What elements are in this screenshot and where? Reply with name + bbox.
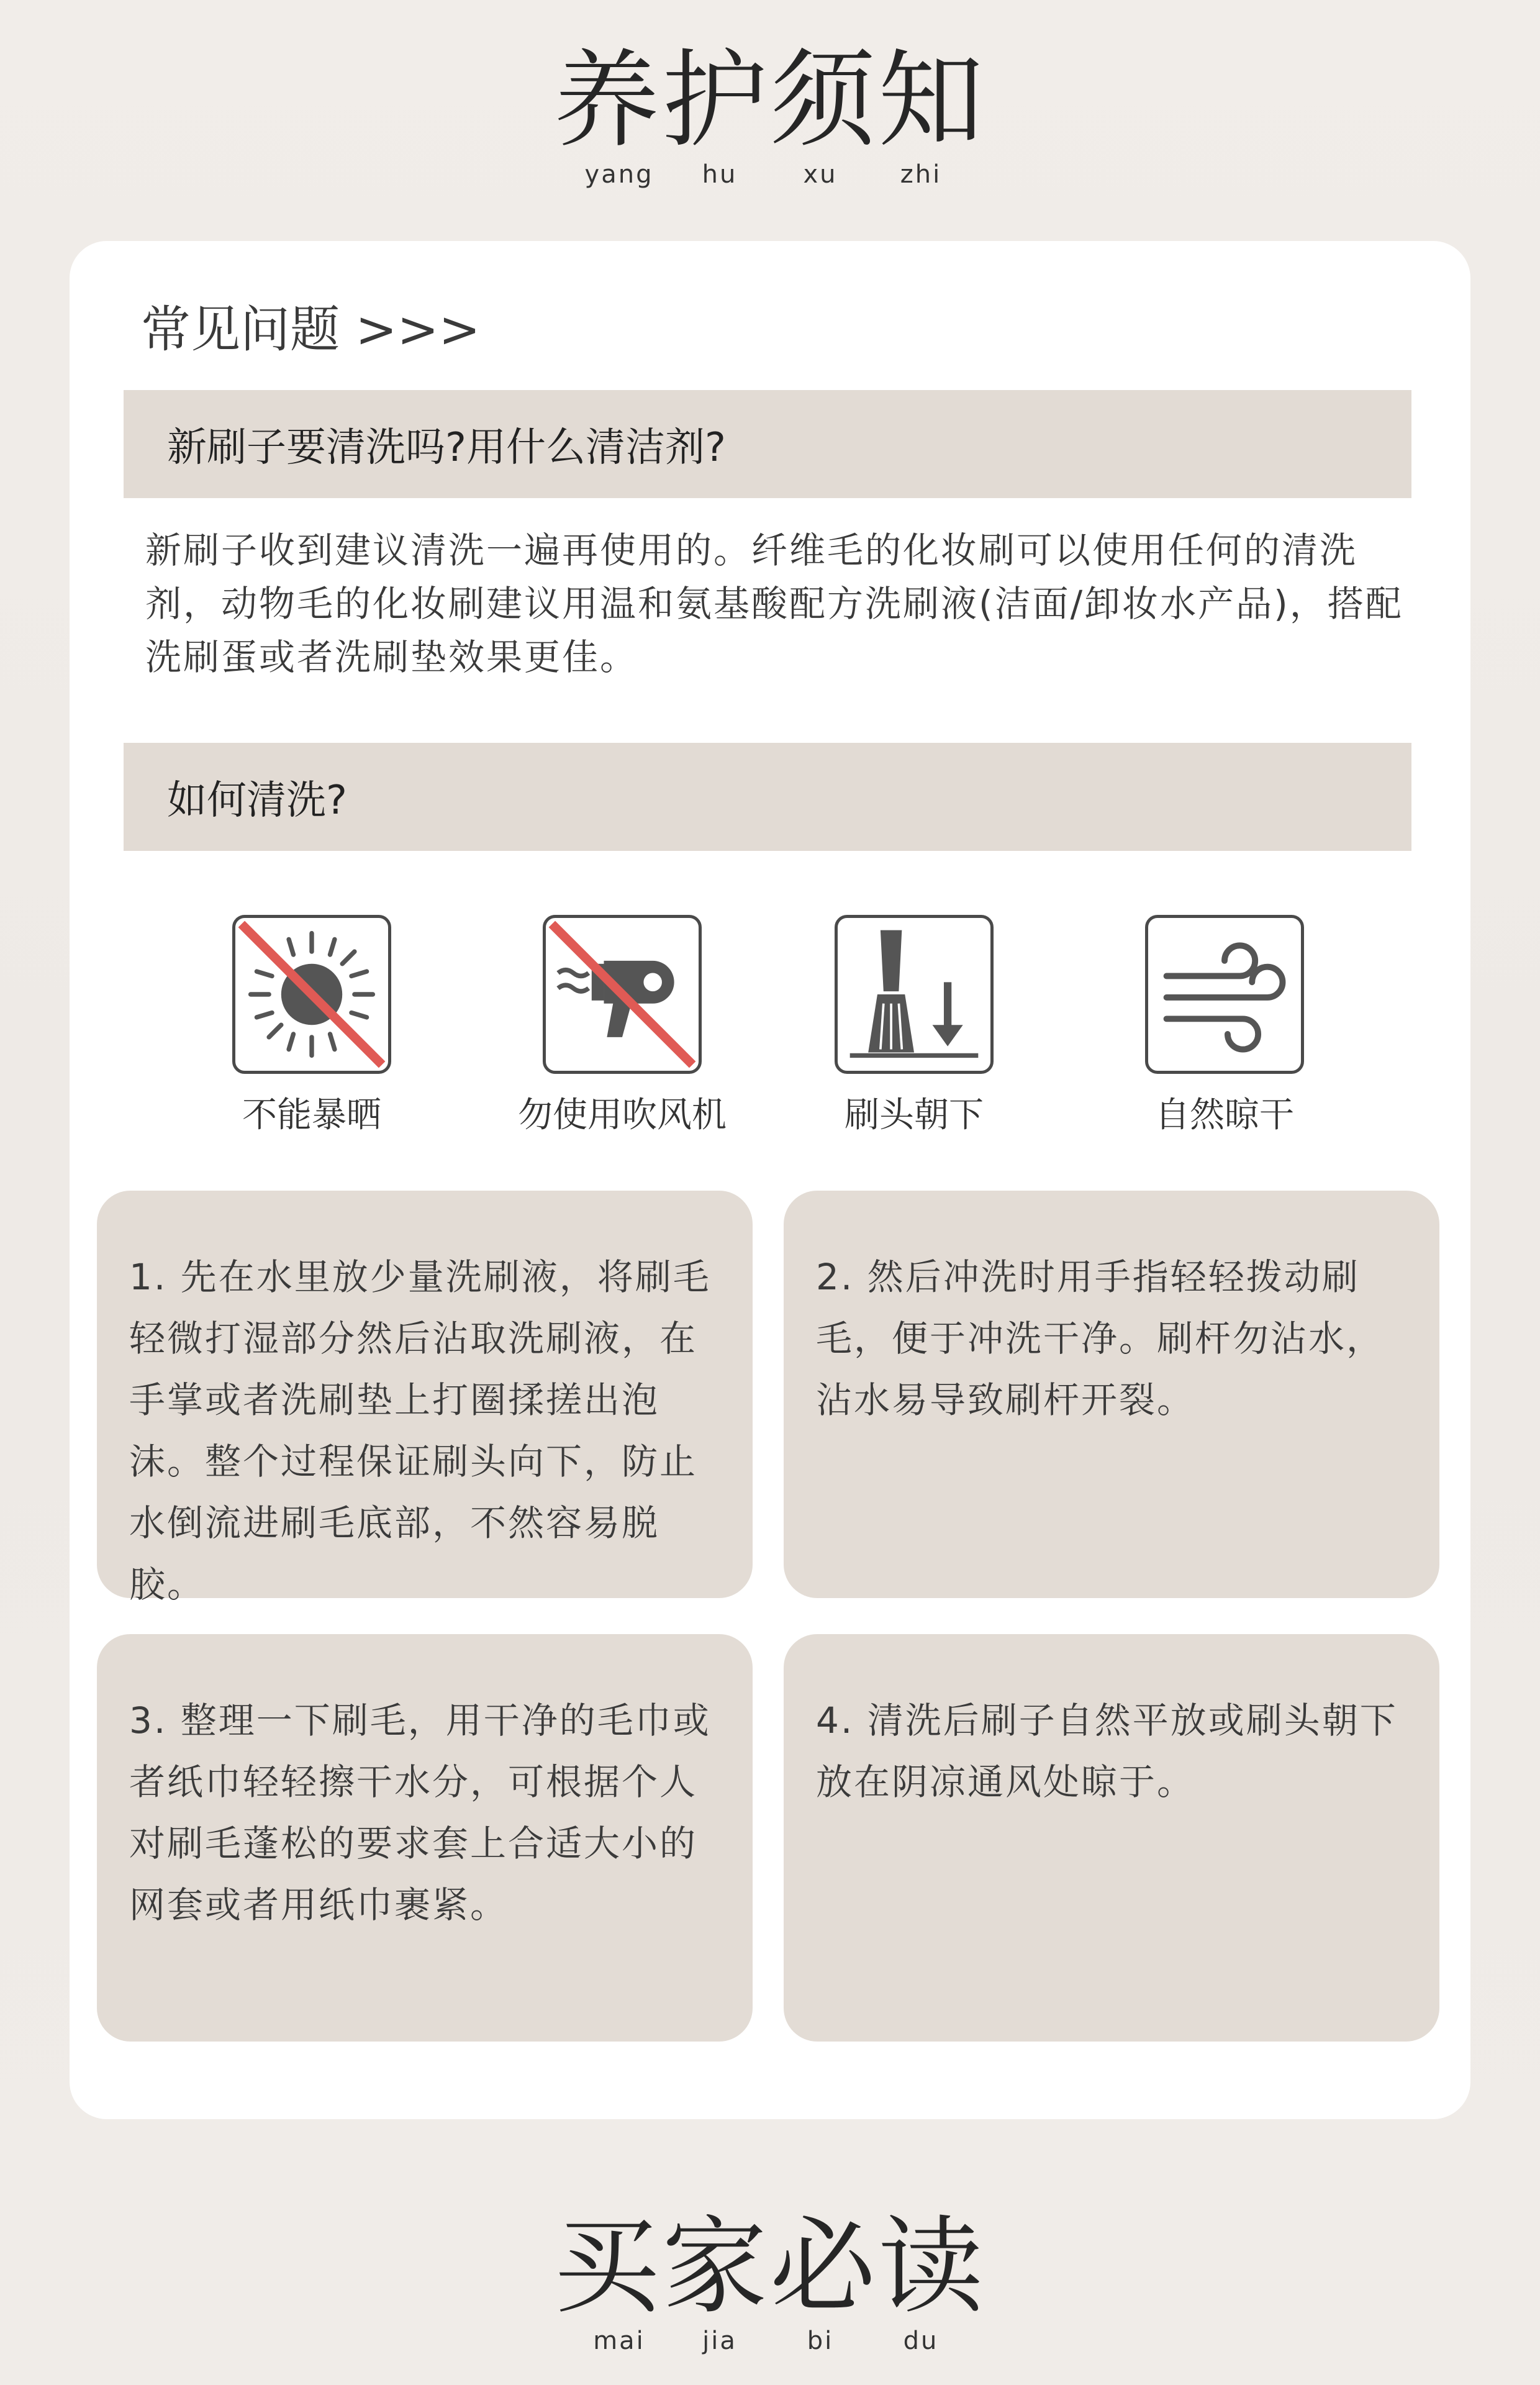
pinyin-syllable: jia <box>702 2327 737 2355</box>
buyer-notice-title: 买家必读 <box>553 2206 986 2328</box>
step-text: 1. 先在水里放少量洗刷液，将刷毛轻微打湿部分然后沾取洗刷液，在手掌或者洗刷垫上打圈揉搓出泡沫。整个过程保证刷头向下，防止水倒流进刷毛底部，不然容易脱胶。 <box>129 1256 711 1606</box>
air-dry-icon <box>1145 915 1304 1074</box>
icon-item-no-hairdryer <box>492 915 753 1137</box>
icon-label: 勿使用吹风机 <box>518 1095 727 1135</box>
pinyin-syllable: bi <box>807 2327 834 2355</box>
question-text: 如何清洗? <box>167 778 347 824</box>
question-bar <box>124 390 1411 498</box>
question-bar <box>124 743 1411 851</box>
step-card <box>784 1634 1439 2042</box>
step-text: 2. 然后冲洗时用手指轻轻拨动刷毛，便于冲洗干净。刷杆勿沾水，沾水易导致刷杆开裂。 <box>816 1256 1385 1421</box>
pinyin-syllable: mai <box>593 2327 645 2355</box>
step-card <box>97 1191 753 1606</box>
pinyin-syllable: zhi <box>900 160 942 189</box>
icon-item-no-sun <box>181 915 442 1137</box>
step-card <box>784 1191 1439 1598</box>
care-pinyin <box>0 160 1540 189</box>
icon-label: 不能暴晒 <box>242 1095 381 1135</box>
pinyin-syllable: hu <box>702 160 738 189</box>
pinyin-syllable: du <box>903 2327 939 2355</box>
care-title-block <box>0 39 1540 189</box>
brush-head-down-icon <box>835 915 994 1074</box>
pinyin-syllable: xu <box>803 160 838 189</box>
question-text: 新刷子要清洗吗?用什么清洁剂? <box>167 425 726 471</box>
step-card <box>97 1634 753 2042</box>
answer-text: 新刷子收到建议清洗一遍再使用的。纤维毛的化妆刷可以使用任何的清洗剂，动物毛的化妆刷建议用温和氨基酸配方洗刷液(洁面/卸妆水产品)，搭配洗刷蛋或者洗刷垫效果更佳。 <box>145 529 1403 678</box>
icon-item-brush-head-down <box>784 915 1044 1137</box>
icon-label: 自然晾干 <box>1155 1095 1294 1135</box>
faq-heading: 常见问题 >>> <box>141 301 481 358</box>
no-sun-icon <box>232 915 391 1074</box>
buyer-notice-title-block <box>0 2206 1540 2355</box>
no-hairdryer-icon <box>543 915 702 1074</box>
step-text: 4. 清洗后刷子自然平放或刷头朝下放在阴凉通风处晾于。 <box>816 1699 1398 1803</box>
care-title: 养护须知 <box>553 39 986 162</box>
step-text: 3. 整理一下刷毛，用干净的毛巾或者纸巾轻轻擦干水分，可根据个人对刷毛蓬松的要求套上合适大小的网套或者用纸巾裹紧。 <box>129 1699 711 1926</box>
buyer-notice-pinyin <box>0 2327 1540 2355</box>
pinyin-syllable: yang <box>584 160 654 189</box>
icon-item-air-dry <box>1094 915 1355 1137</box>
icon-label: 刷头朝下 <box>845 1095 984 1135</box>
